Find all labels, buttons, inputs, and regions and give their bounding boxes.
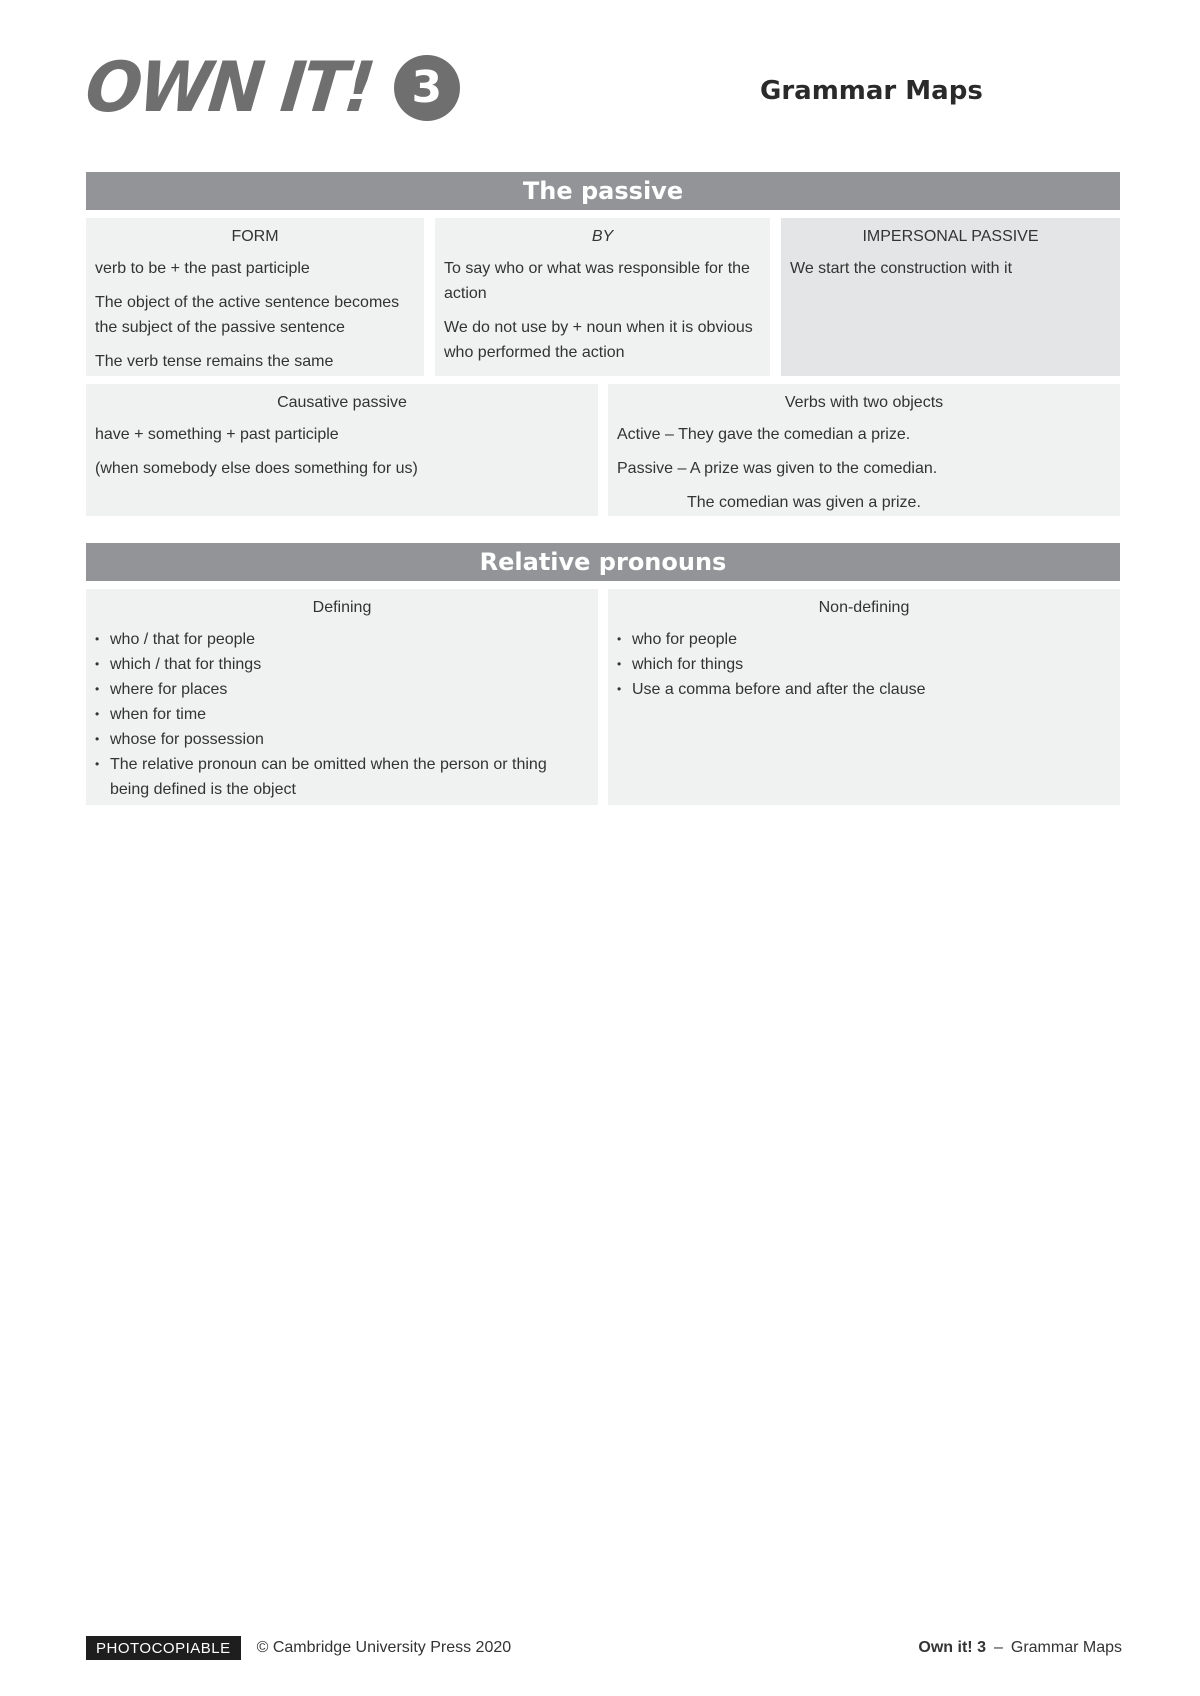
- footer-section-title: Grammar Maps: [1010, 1639, 1122, 1656]
- impersonal-line: We start the construction with it: [790, 260, 1013, 277]
- copyright-text: © Cambridge University Press 2020: [256, 1639, 512, 1656]
- causative-line: have + something + past participle: [95, 426, 339, 443]
- list-item: • Use a comma before and after the clause: [617, 677, 1111, 702]
- page-title: Grammar Maps: [760, 76, 983, 106]
- footer-right: [918, 1636, 1122, 1660]
- two-objects-line: Active – They gave the comedian a prize.: [617, 426, 911, 443]
- two-objects-line: The comedian was given a prize.: [687, 494, 921, 511]
- section-heading-passive: The passive: [86, 172, 1120, 210]
- by-box: [435, 218, 770, 376]
- footer-left: [86, 1636, 511, 1660]
- impersonal-title: IMPERSONAL PASSIVE: [862, 228, 1039, 245]
- form-line: The verb tense remains the same: [95, 353, 334, 370]
- two-objects-line: Passive – A prize was given to the comedian.: [617, 460, 938, 477]
- non-defining-list: [617, 627, 1111, 702]
- list-item: • whose for possession: [95, 727, 589, 752]
- list-item: • which for things: [617, 652, 1111, 677]
- footer-book-title: Own it! 3: [918, 1639, 986, 1656]
- form-line: verb to be + the past participle: [95, 260, 310, 277]
- by-line: We do not use by + noun when it is obvious who performed the action: [444, 319, 753, 361]
- own-it-logo: [81, 46, 460, 130]
- non-defining-title: Non-defining: [818, 599, 910, 616]
- list-item: • when for time: [95, 702, 589, 727]
- form-title: FORM: [231, 228, 279, 245]
- list-item: • which / that for things: [95, 652, 589, 677]
- causative-passive-box: [86, 384, 598, 516]
- non-defining-box: [608, 589, 1120, 805]
- list-item: • The relative pronoun can be omitted when the person or thing being defined is the object: [95, 752, 589, 802]
- defining-box: [86, 589, 598, 805]
- causative-line: (when somebody else does something for us): [95, 460, 418, 477]
- section-heading-relative-pronouns: Relative pronouns: [86, 543, 1120, 581]
- form-box: [86, 218, 424, 376]
- defining-title: Defining: [312, 599, 372, 616]
- causative-title: Causative passive: [277, 394, 407, 411]
- by-line: To say who or what was responsible for the action: [444, 260, 750, 302]
- by-title: BY: [591, 228, 614, 245]
- form-line: The object of the active sentence becomes the subject of the passive sentence: [95, 294, 400, 336]
- defining-list: [95, 627, 589, 802]
- photocopiable-badge: PHOTOCOPIABLE: [86, 1636, 241, 1660]
- impersonal-passive-box: [781, 218, 1120, 376]
- list-item: • who / that for people: [95, 627, 589, 652]
- logo-text: OWN IT!: [81, 47, 377, 128]
- list-item: • where for places: [95, 677, 589, 702]
- logo-level-badge: 3: [394, 55, 460, 121]
- two-objects-title: Verbs with two objects: [784, 394, 944, 411]
- footer-separator: –: [993, 1639, 1003, 1656]
- list-item: • who for people: [617, 627, 1111, 652]
- two-objects-box: [608, 384, 1120, 516]
